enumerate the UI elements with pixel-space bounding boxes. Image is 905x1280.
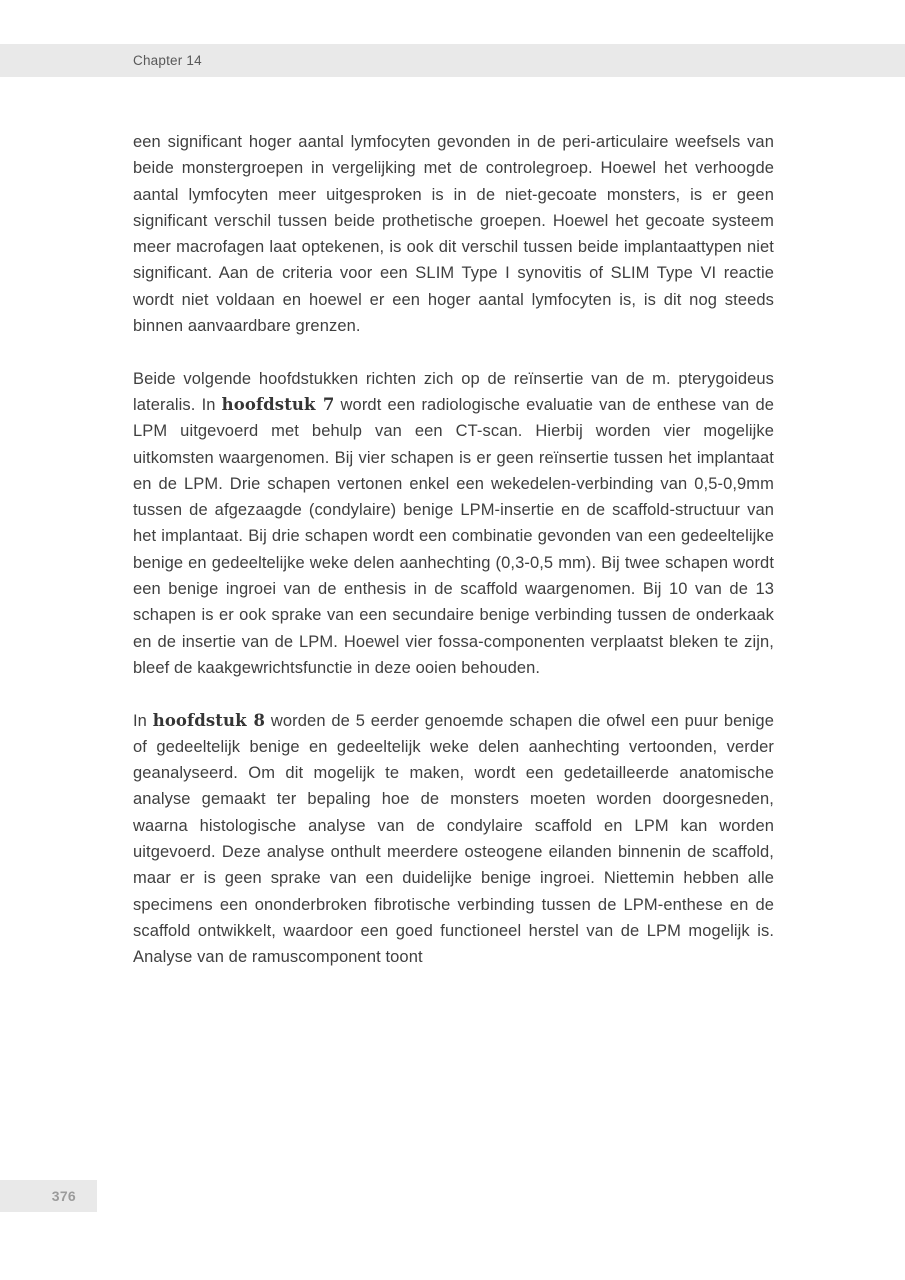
text-segment: wordt een radiologische evaluatie van de enthese van de LPM uitgevoerd met behulp van een CT-scan. Hierbij worden vier mogelijke uitkomsten waargenomen. Bij vier schapen is er geen reïnsertie tussen het implantaat en de LPM. Drie schapen vertonen enkel een wekedelen-verbinding van 0,5-0,9mm tussen de afgezaagde (condylaire) benige LPM-insertie en de scaffold-structuur van het implantaat. Bij drie schapen wordt een combinatie gevonden van een gedeeltelijke benige en gedeeltelijke weke delen aanhechting (0,3-0,5 mm). Bij twee schapen wordt een benige ingroei van de enthesis in de scaffold waargenomen. Bij 10 van de 13 schapen is er ook sprake van een secundaire benige verbinding tussen de onderkaak en de insertie van de LPM. Hoewel vier fossa-componenten verplaatst bleken te zijn, bleef de kaakgewrichtsfunctie in deze ooien behouden.: [133, 395, 774, 677]
page-number-bar: [0, 1180, 97, 1212]
paragraph: [133, 366, 774, 682]
bold-term: hoofdstuk 8: [152, 710, 266, 730]
chapter-label: Chapter 14: [133, 53, 202, 68]
paragraph: [133, 708, 774, 971]
text-segment: Beide volgende hoofdstukken richten zich op de reïnsertie van de m. pterygoideus lateralis. In: [133, 369, 774, 414]
body-text: [133, 129, 774, 971]
bold-term: hoofdstuk 7: [221, 394, 335, 414]
text-segment: worden de 5 eerder genoemde schapen die ofwel een puur benige of gedeeltelijk benige en gedeeltelijk weke delen aanhechting vertoonden, verder geanalyseerd. Om dit mogelijk te maken, wordt een gedetailleerde anatomische analyse gemaakt ter bepaling hoe de monsters moeten worden doorgesneden, waarna histologische analyse van de condylaire scaffold en LPM kan worden uitgevoerd. Deze analyse onthult meerdere osteogene eilanden binnenin de scaffold, maar er is geen sprake van een duidelijke benige ingroei. Niettemin hebben alle specimens een ononderbroken fibrotische verbinding tussen de LPM-enthese en de scaffold ontwikkelt, waardoor een goed functioneel herstel van de LPM mogelijk is. Analyse van de ramuscomponent toont: [133, 711, 774, 967]
page-number: 376: [51, 1188, 76, 1204]
chapter-header-bar: [0, 44, 905, 77]
paragraph: [133, 129, 774, 339]
text-segment: In: [133, 711, 153, 730]
text-segment: een significant hoger aantal lymfocyten gevonden in de peri-articulaire weefsels van beide monstergroepen in vergelijking met de controlegroep. Hoewel het verhoogde aantal lymfocyten meer uitgesproken is in de niet-gecoate monsters, is er geen significant verschil tussen beide prothetische groepen. Hoewel het gecoate systeem meer macrofagen laat optekenen, is ook dit verschil tussen beide implantaattypen niet significant. Aan de criteria voor een SLIM Type I synovitis of SLIM Type VI reactie wordt niet voldaan en hoewel er een hoger aantal lymfocyten is, is dit nog steeds binnen aanvaardbare grenzen.: [133, 133, 774, 336]
